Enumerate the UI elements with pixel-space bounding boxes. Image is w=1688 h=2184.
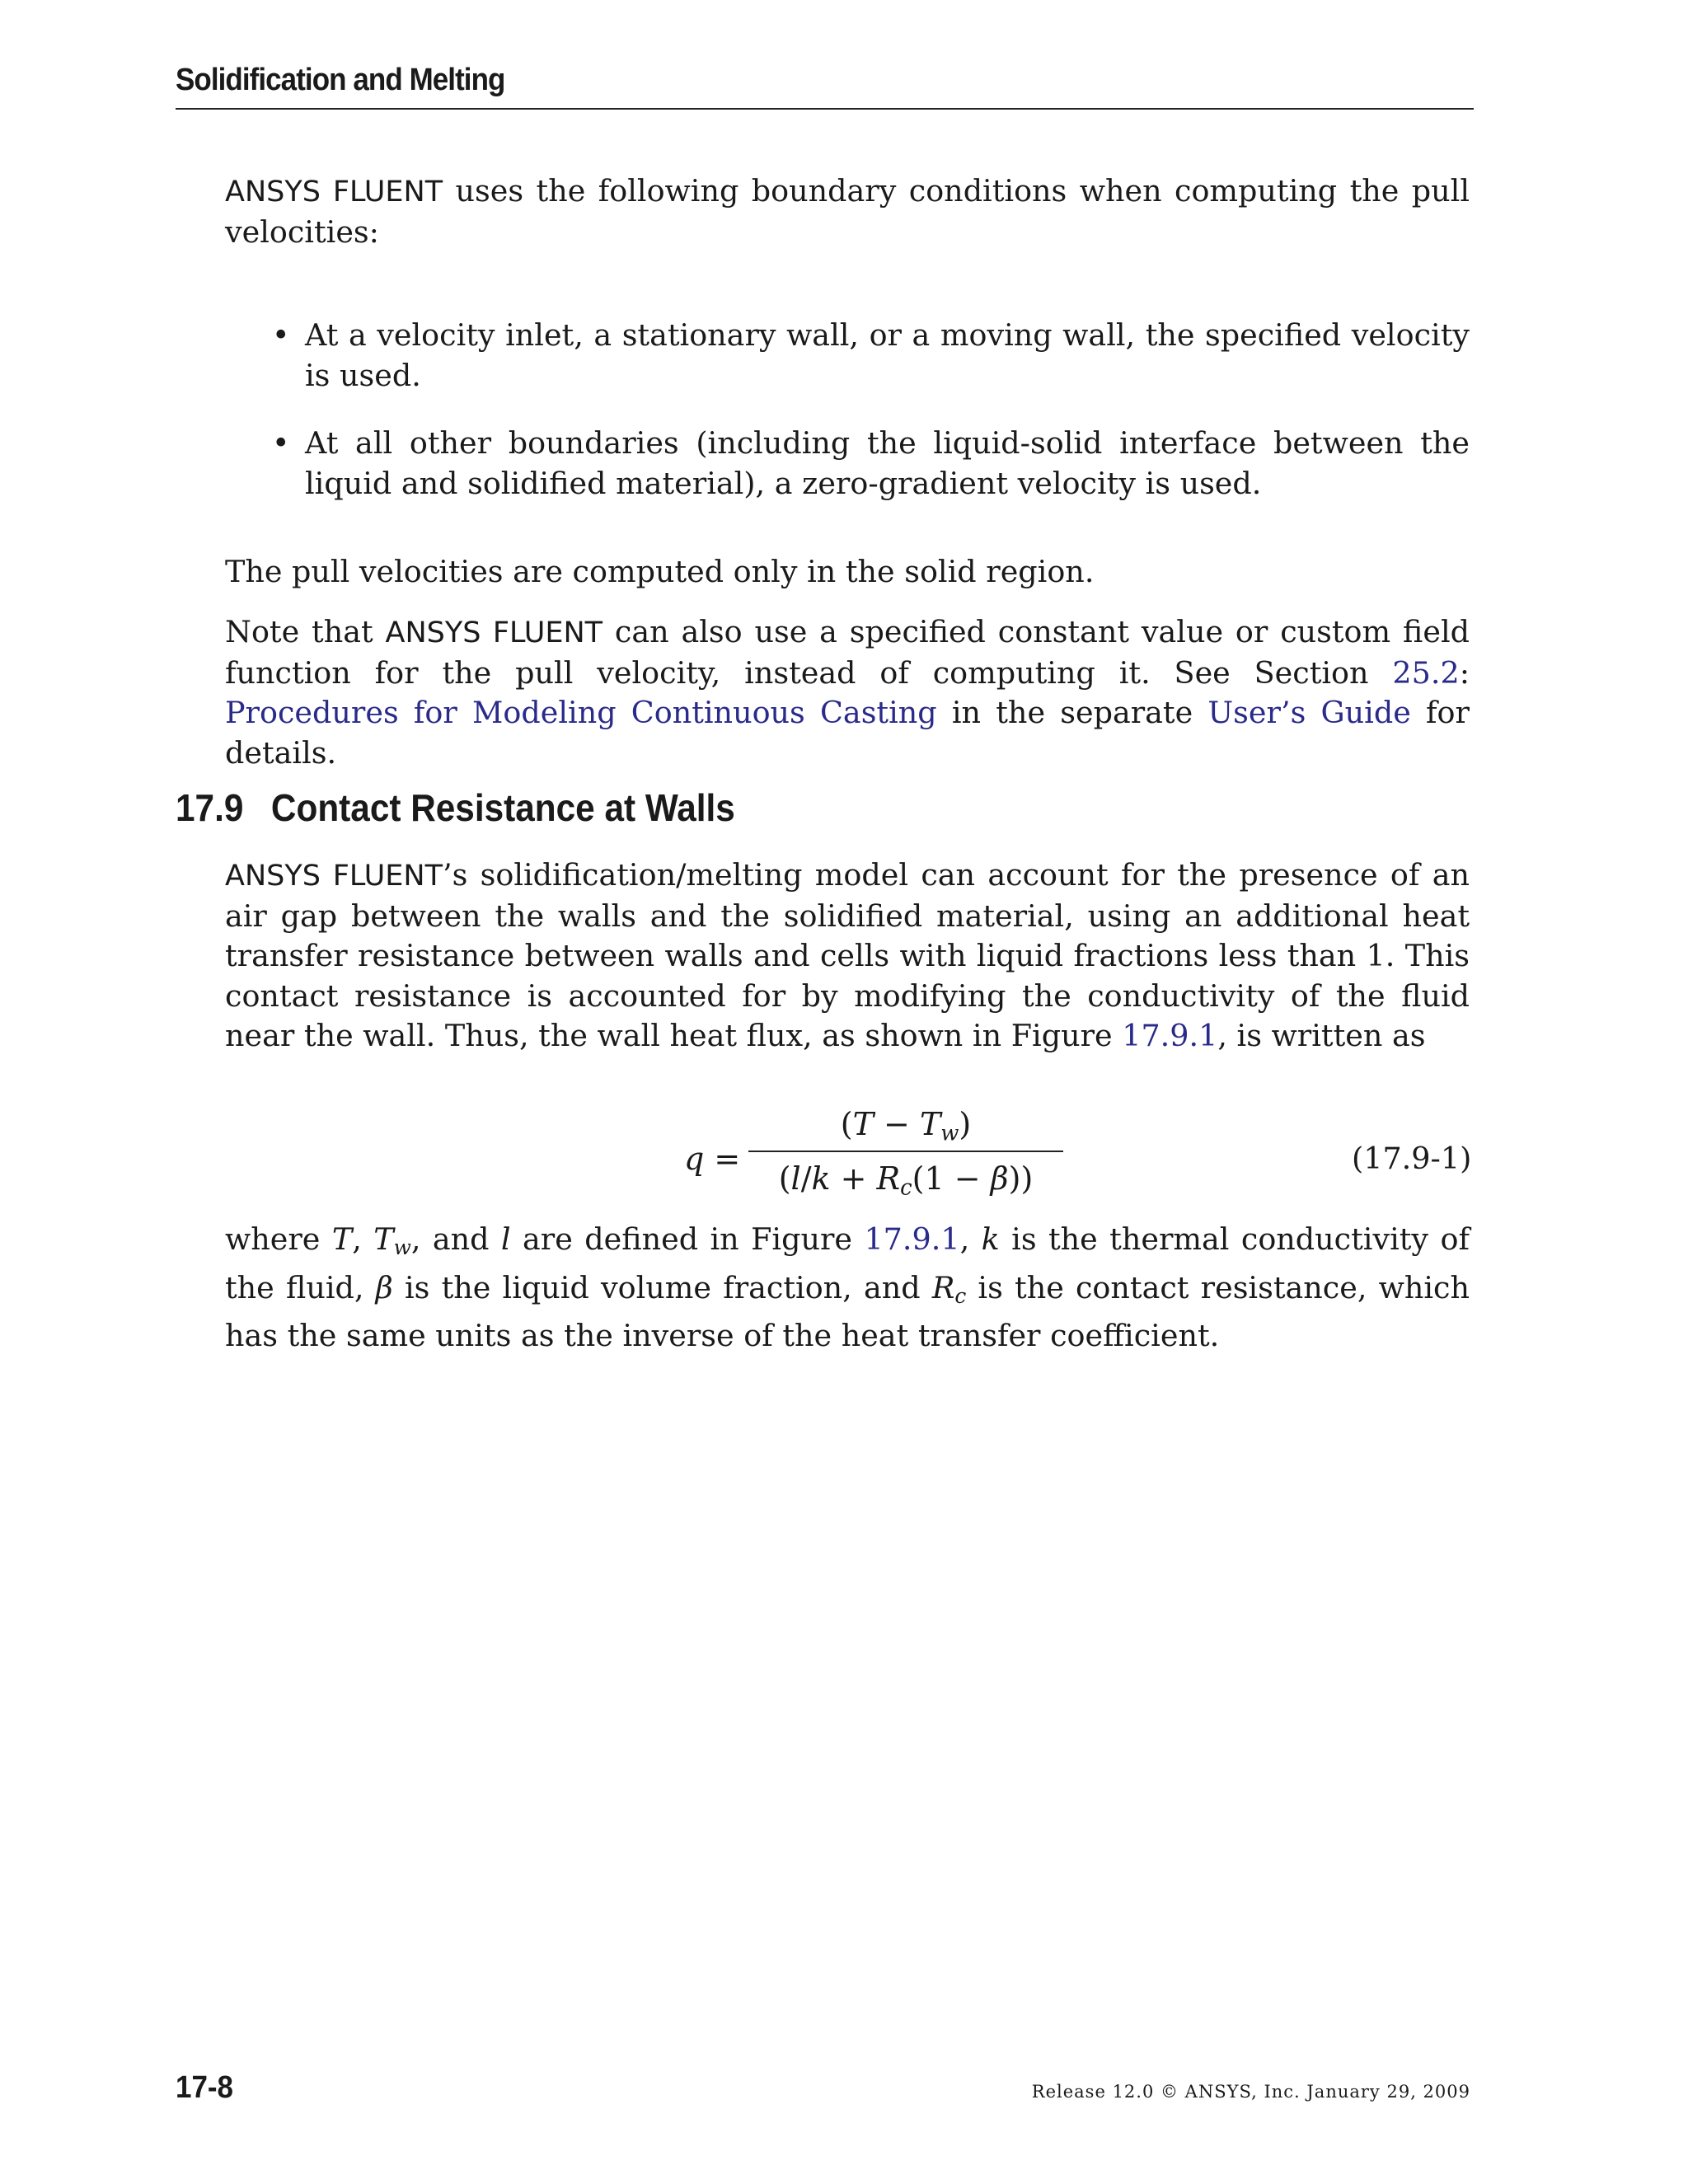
list-item [225, 424, 1470, 504]
brand-name: ANSYS FLUENT [225, 176, 443, 209]
symbol-l: l [500, 1221, 511, 1257]
note-paragraph [225, 612, 1470, 773]
note-text: in the separate [936, 695, 1208, 730]
symbol-T: T [331, 1221, 353, 1257]
where-text: where [225, 1221, 332, 1257]
symbol-Rc: $R_c$ [931, 1269, 967, 1308]
section-number: 17.9 [176, 786, 244, 829]
equation-numerator: $(T - T_w)$ [840, 1106, 972, 1146]
release-info: Release 12.0 © ANSYS, Inc. January 29, 2009 [1031, 2082, 1470, 2102]
section-heading [176, 785, 735, 830]
page-number: 17-8 [176, 2070, 233, 2105]
list-item-text: At a velocity inlet, a stationary wall, or a moving wall, the specified velocity is used. [305, 317, 1470, 393]
section-text: , is written as [1217, 1018, 1426, 1053]
equation-number: (17.9-1) [1352, 1141, 1472, 1176]
section-paragraph [225, 855, 1470, 1057]
section-title: Contact Resistance at Walls [270, 786, 735, 829]
fraction-bar [748, 1151, 1063, 1152]
pull-velocity-note: The pull velocities are computed only in the solid region. [225, 554, 1095, 589]
bullet-icon: • [272, 425, 290, 461]
list-item-text: At all other boundaries (including the liquid-solid interface between the liquid and solidified material), a zero-gradient velocity is used. [305, 425, 1470, 501]
intro-text: uses the following boundary conditions when computing the pull velocities: [225, 173, 1470, 250]
where-text: is the contact resistance, which has the same units as the inverse of the heat transfer coefficient. [225, 1269, 1470, 1354]
list-item [225, 316, 1470, 396]
running-header: Solidification and Melting [176, 63, 505, 97]
equation-denominator: $(l/k + R_c(1 - \beta))$ [778, 1160, 1034, 1201]
section-text: ’s solidification/melting model can account for the presence of an air gap between the walls and the solidified material, using an additional heat transfer resistance between walls and cells with liquid fractions less than 1. This contact resistance is accounted for by modifying the conductivity of the fluid near the wall. Thus, the wall heat flux, as shown in Figure [225, 857, 1470, 1053]
symbol-k: k [981, 1221, 1000, 1257]
boundary-conditions-list [225, 316, 1470, 532]
brand-name: ANSYS FLUENT [385, 616, 603, 649]
where-paragraph: where T, $T_w$, and l are defined in Figure 17.9.1, k is the thermal conductivity of the fluid, β is the liquid volume fraction, and $R_c$ is the contact resistance, which has the same units as the inverse of the heat transfer coefficient. [225, 1221, 1470, 1354]
symbol-beta: β [375, 1269, 393, 1305]
note-text: Note that [225, 614, 386, 649]
equation-fraction [748, 1101, 1063, 1202]
bullet-icon: • [272, 317, 290, 353]
intro-paragraph [225, 171, 1470, 252]
where-text: are defined in Figure [510, 1221, 865, 1257]
equation-lhs: q = [684, 1141, 741, 1177]
where-text: , and [410, 1221, 501, 1257]
where-text: , [959, 1221, 982, 1257]
note-text: for details. [225, 695, 1470, 771]
section-link[interactable]: 25.2 [1392, 654, 1460, 691]
procedures-link[interactable]: Procedures for Modeling Continuous Casting [225, 695, 937, 730]
symbol-Tw: $T_w$ [373, 1221, 411, 1260]
note-text: can also use a specified constant value or custom field function for the pull velocity, instead of computing it. See Section [225, 614, 1470, 691]
brand-name: ANSYS FLUENT [225, 860, 443, 893]
users-guide-link[interactable]: User’s Guide [1207, 695, 1411, 730]
where-text: is the thermal conductivity of the fluid, [225, 1221, 1470, 1305]
where-text: is the liquid volume fraction, and [392, 1269, 932, 1305]
header-rule [176, 108, 1474, 110]
note-text: : [1459, 654, 1470, 691]
figure-link[interactable]: 17.9.1 [1122, 1018, 1218, 1053]
figure-link[interactable]: 17.9.1 [864, 1221, 960, 1257]
